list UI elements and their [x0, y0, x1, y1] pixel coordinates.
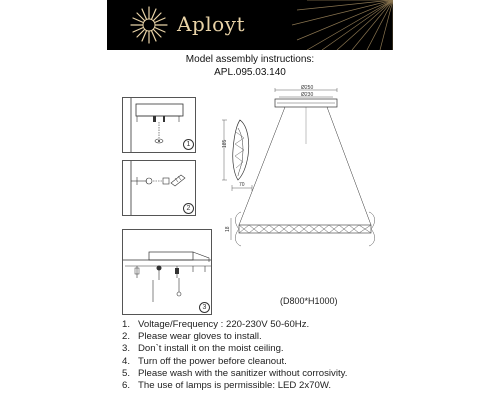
step-3-panel: [122, 229, 212, 315]
list-item: 2. Please wear gloves to install.: [122, 331, 262, 343]
step-number-2: 2: [183, 203, 194, 214]
pendant-height-label: 185: [222, 139, 228, 148]
list-item: 3. Don`t install it on the moist ceiling.: [122, 343, 284, 355]
brand-header: [107, 0, 393, 50]
list-item: 1. Voltage/Frequency : 220-230V 50-60Hz.: [122, 319, 310, 330]
title-line-1: Model assembly instructions:: [185, 54, 315, 65]
ring-height-label: 18: [225, 226, 231, 232]
step-2-panel: [122, 160, 196, 216]
step-number-1: 1: [183, 139, 194, 150]
list-item: 4. Turn off the power before cleanout.: [122, 355, 287, 367]
dimensions-caption: (D800*H1000): [280, 296, 338, 306]
brand-logo-text: Aployt: [177, 12, 246, 36]
pendant-width-label: 70: [239, 182, 245, 188]
document-title: [0, 53, 500, 79]
sunburst-icon: [107, 0, 393, 50]
list-item: 6. The use of lamps is permissible: LED 2x70W.: [122, 380, 332, 392]
canopy-width-bottom-label: Ø230: [301, 92, 314, 98]
list-item: 5. Please wash with the sanitizer without corrosivity.: [122, 367, 348, 379]
step-number-3: 3: [199, 302, 210, 313]
step-1-panel: [122, 97, 196, 153]
wiring-connection-drawing: [123, 230, 211, 314]
chandelier-drawing: [225, 84, 385, 284]
canopy-width-top-label: Ø250: [301, 85, 314, 91]
model-number: APL.095.03.140: [214, 67, 286, 78]
instructions-list: [122, 319, 347, 392]
